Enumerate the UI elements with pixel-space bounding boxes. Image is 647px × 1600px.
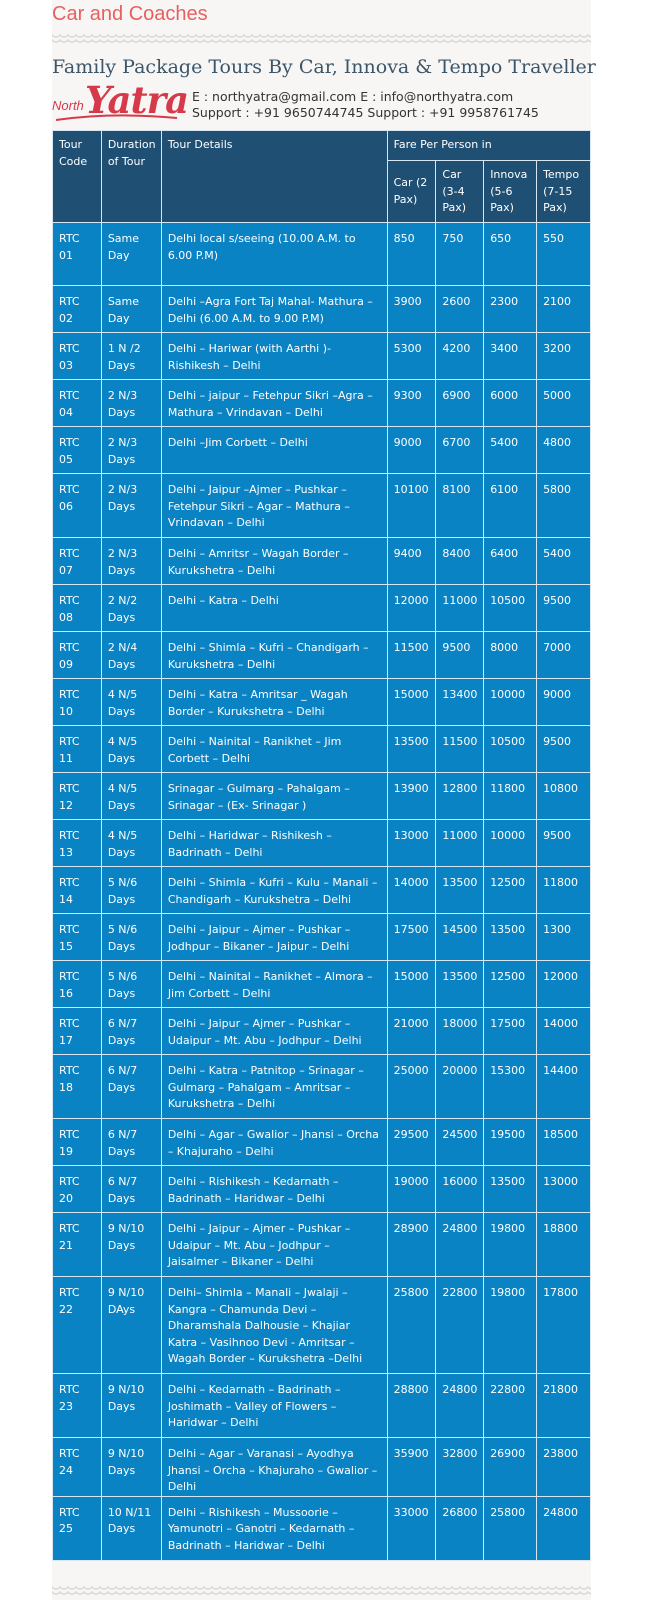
fare-car-2-pax-cell: 17500 (387, 914, 436, 961)
fare-innova-cell: 13500 (484, 1166, 537, 1213)
fare-car-3-4-pax-cell: 13500 (436, 961, 484, 1008)
tour-details-cell: Delhi– Shimla – Manali – Jwalaji – Kangra – Chamunda Devi – Dharamshala Dalhousie – Khajiar Katra – Vasihnoo Devi - Amritsar – Wagah Border – Kurukshetra –Delhi (161, 1277, 387, 1374)
duration-cell: Same Day (101, 286, 161, 333)
table-row (53, 474, 591, 538)
tour-code-cell: RTC 05 (53, 427, 102, 474)
tour-details-cell: Delhi – Katra – Delhi (161, 585, 387, 632)
table-row (53, 914, 591, 961)
tour-details-cell: Delhi – Agar – Varanasi – Ayodhya Jhansi – Orcha – Khajuraho – Gwalior – Delhi (161, 1438, 387, 1497)
table-row (53, 380, 591, 427)
fare-innova-cell: 19800 (484, 1213, 537, 1277)
tour-details-cell: Delhi – Shimla – Kufri – Chandigarh – Kurukshetra – Delhi (161, 632, 387, 679)
fare-table-body (53, 223, 591, 1561)
table-row (53, 1496, 591, 1560)
fare-innova-cell: 10500 (484, 585, 537, 632)
table-row (53, 333, 591, 380)
tour-code-cell: RTC 03 (53, 333, 102, 380)
fare-car-3-4-pax-cell: 13500 (436, 867, 484, 914)
fare-innova-cell: 17500 (484, 1008, 537, 1055)
fare-car-3-4-pax-cell: 26800 (436, 1496, 484, 1560)
wave-divider-top-second (52, 39, 591, 47)
fare-car-3-4-pax-cell: 24800 (436, 1213, 484, 1277)
fare-car-3-4-pax-cell: 6900 (436, 380, 484, 427)
fare-car-3-4-pax-cell: 2600 (436, 286, 484, 333)
fare-car-2-pax-cell: 19000 (387, 1166, 436, 1213)
tour-details-cell: Delhi – Jaipur – Ajmer – Pushkar – Jodhpur – Bikaner – Jaipur – Delhi (161, 914, 387, 961)
fare-innova-cell: 3400 (484, 333, 537, 380)
fare-innova-cell: 19800 (484, 1277, 537, 1374)
fare-tempo-cell: 5000 (537, 380, 591, 427)
fare-tempo-cell: 4800 (537, 427, 591, 474)
tour-details-cell: Delhi – Amritsr – Wagah Border – Kurukshetra – Delhi (161, 538, 387, 585)
fare-car-2-pax-cell: 14000 (387, 867, 436, 914)
tour-code-cell: RTC 19 (53, 1119, 102, 1166)
duration-cell: 2 N/2 Days (101, 585, 161, 632)
fare-car-2-pax-cell: 13000 (387, 820, 436, 867)
tour-code-cell: RTC 23 (53, 1374, 102, 1438)
fare-car-2-pax-cell: 35900 (387, 1438, 436, 1497)
fare-tempo-cell: 9500 (537, 726, 591, 773)
fare-car-3-4-pax-cell: 8400 (436, 538, 484, 585)
fare-tempo-cell: 14400 (537, 1055, 591, 1119)
northyatra-logo[interactable] (52, 78, 189, 128)
tour-code-cell: RTC 14 (53, 867, 102, 914)
tour-details-cell: Delhi – Nainital – Ranikhet – Almora – Jim Corbett – Delhi (161, 961, 387, 1008)
tour-details-cell: Delhi local s/seeing (10.00 A.M. to 6.00 P.M) (161, 223, 387, 286)
duration-cell: 6 N/7 Days (101, 1166, 161, 1213)
fare-car-3-4-pax-cell: 6700 (436, 427, 484, 474)
table-row (53, 1374, 591, 1438)
fare-innova-cell: 6000 (484, 380, 537, 427)
fare-tempo-cell: 10800 (537, 773, 591, 820)
duration-cell: 9 N/10 Days (101, 1213, 161, 1277)
header-innova: Innova (5-6 Pax) (484, 161, 537, 223)
fare-innova-cell: 8000 (484, 632, 537, 679)
fare-car-3-4-pax-cell: 20000 (436, 1055, 484, 1119)
fare-car-2-pax-cell: 29500 (387, 1119, 436, 1166)
table-row (53, 1438, 591, 1497)
fare-innova-cell: 6100 (484, 474, 537, 538)
duration-cell: 6 N/7 Days (101, 1008, 161, 1055)
fare-car-2-pax-cell: 11500 (387, 632, 436, 679)
tour-code-cell: RTC 07 (53, 538, 102, 585)
fare-car-3-4-pax-cell: 13400 (436, 679, 484, 726)
fare-car-2-pax-cell: 9400 (387, 538, 436, 585)
tour-code-cell: RTC 25 (53, 1496, 102, 1560)
tour-code-cell: RTC 12 (53, 773, 102, 820)
tour-details-cell: Delhi –Agra Fort Taj Mahal- Mathura – Delhi (6.00 A.M. to 9.00 P.M) (161, 286, 387, 333)
duration-cell: 6 N/7 Days (101, 1119, 161, 1166)
fare-tempo-cell: 17800 (537, 1277, 591, 1374)
fare-innova-cell: 650 (484, 223, 537, 286)
fare-innova-cell: 10000 (484, 820, 537, 867)
duration-cell: 5 N/6 Days (101, 867, 161, 914)
duration-cell: 2 N/3 Days (101, 474, 161, 538)
page-content (52, 0, 596, 1600)
tour-code-cell: RTC 15 (53, 914, 102, 961)
tour-details-cell: Delhi – Nainital – Ranikhet – Jim Corbett – Delhi (161, 726, 387, 773)
fare-car-2-pax-cell: 28800 (387, 1374, 436, 1438)
tour-details-cell: Delhi – Rishikesh – Kedarnath – Badrinath – Haridwar – Delhi (161, 1166, 387, 1213)
duration-cell: 4 N/5 Days (101, 726, 161, 773)
tour-code-cell: RTC 11 (53, 726, 102, 773)
fare-car-2-pax-cell: 12000 (387, 585, 436, 632)
tour-details-cell: Delhi – Haridwar – Rishikesh – Badrinath – Delhi (161, 820, 387, 867)
fare-car-2-pax-cell: 9300 (387, 380, 436, 427)
fare-tempo-cell: 7000 (537, 632, 591, 679)
fare-car-3-4-pax-cell: 750 (436, 223, 484, 286)
tour-details-cell: Delhi – Jaipur – Ajmer – Pushkar – Udaipur – Mt. Abu – Jodhpur – Delhi (161, 1008, 387, 1055)
table-row (53, 286, 591, 333)
wave-divider-bottom-second (52, 1591, 591, 1599)
fare-car-2-pax-cell: 3900 (387, 286, 436, 333)
table-row (53, 1119, 591, 1166)
tour-code-cell: RTC 04 (53, 380, 102, 427)
duration-cell: 5 N/6 Days (101, 914, 161, 961)
contact-info (192, 89, 539, 120)
fare-innova-cell: 22800 (484, 1374, 537, 1438)
fare-tempo-cell: 13000 (537, 1166, 591, 1213)
fare-car-2-pax-cell: 28900 (387, 1213, 436, 1277)
tour-code-cell: RTC 20 (53, 1166, 102, 1213)
table-row (53, 679, 591, 726)
tour-details-cell: Delhi – Hariwar (with Aarthi )- Rishikesh – Delhi (161, 333, 387, 380)
header-tour-code: Tour Code (53, 131, 102, 223)
header-car-3-4-pax: Car (3-4 Pax) (436, 161, 484, 223)
fare-innova-cell: 15300 (484, 1055, 537, 1119)
tour-code-cell: RTC 02 (53, 286, 102, 333)
duration-cell: 9 N/10 Days (101, 1374, 161, 1438)
fare-car-2-pax-cell: 10100 (387, 474, 436, 538)
fare-tempo-cell: 9000 (537, 679, 591, 726)
logo-north-text: North (52, 98, 84, 113)
fare-tempo-cell: 21800 (537, 1374, 591, 1438)
fare-car-2-pax-cell: 13500 (387, 726, 436, 773)
tour-code-cell: RTC 01 (53, 223, 102, 286)
fare-innova-cell: 2300 (484, 286, 537, 333)
fare-car-3-4-pax-cell: 11000 (436, 585, 484, 632)
duration-cell: 6 N/7 Days (101, 1055, 161, 1119)
tour-details-cell: Delhi – Rishikesh – Mussoorie – Yamunotri – Ganotri – Kedarnath – Badrinath – Haridwar – Delhi (161, 1496, 387, 1560)
fare-innova-cell: 5400 (484, 427, 537, 474)
fare-tempo-cell: 23800 (537, 1438, 591, 1497)
fare-car-2-pax-cell: 21000 (387, 1008, 436, 1055)
duration-cell: 9 N/10 Days (101, 1438, 161, 1497)
fare-tempo-cell: 18500 (537, 1119, 591, 1166)
fare-tempo-cell: 550 (537, 223, 591, 286)
duration-cell: 1 N /2 Days (101, 333, 161, 380)
fare-car-3-4-pax-cell: 14500 (436, 914, 484, 961)
duration-cell: 4 N/5 Days (101, 679, 161, 726)
tour-details-cell: Delhi – Agar – Gwalior – Jhansi – Orcha – Khajuraho – Delhi (161, 1119, 387, 1166)
fare-car-3-4-pax-cell: 9500 (436, 632, 484, 679)
fare-tempo-cell: 9500 (537, 585, 591, 632)
table-row (53, 867, 591, 914)
tour-code-cell: RTC 08 (53, 585, 102, 632)
fare-tempo-cell: 1300 (537, 914, 591, 961)
tour-details-cell: Delhi – Katra – Amritsar _ Wagah Border – Kurukshetra – Delhi (161, 679, 387, 726)
table-row (53, 1213, 591, 1277)
tour-code-cell: RTC 06 (53, 474, 102, 538)
package-title: Family Package Tours By Car, Innova & Tempo Traveller (52, 56, 596, 78)
tour-code-cell: RTC 16 (53, 961, 102, 1008)
fare-car-3-4-pax-cell: 18000 (436, 1008, 484, 1055)
fare-innova-cell: 12500 (484, 961, 537, 1008)
fare-car-3-4-pax-cell: 12800 (436, 773, 484, 820)
duration-cell: 4 N/5 Days (101, 820, 161, 867)
tour-details-cell: Delhi –Jim Corbett – Delhi (161, 427, 387, 474)
fare-innova-cell: 10500 (484, 726, 537, 773)
table-row (53, 1055, 591, 1119)
table-row (53, 773, 591, 820)
table-row (53, 726, 591, 773)
tour-code-cell: RTC 22 (53, 1277, 102, 1374)
fare-car-3-4-pax-cell: 22800 (436, 1277, 484, 1374)
fare-car-2-pax-cell: 9000 (387, 427, 436, 474)
fare-innova-cell: 19500 (484, 1119, 537, 1166)
table-row (53, 427, 591, 474)
tour-code-cell: RTC 18 (53, 1055, 102, 1119)
logo-yatra-text: Yatra (85, 78, 189, 122)
duration-cell: 10 N/11 Days (101, 1496, 161, 1560)
fare-car-2-pax-cell: 25800 (387, 1277, 436, 1374)
fare-car-3-4-pax-cell: 32800 (436, 1438, 484, 1497)
fare-car-3-4-pax-cell: 8100 (436, 474, 484, 538)
tour-code-cell: RTC 17 (53, 1008, 102, 1055)
fare-innova-cell: 10000 (484, 679, 537, 726)
logo-swoosh-icon (54, 113, 179, 123)
table-row (53, 538, 591, 585)
fare-car-3-4-pax-cell: 24500 (436, 1119, 484, 1166)
duration-cell: Same Day (101, 223, 161, 286)
fare-innova-cell: 25800 (484, 1496, 537, 1560)
duration-cell: 2 N/4 Days (101, 632, 161, 679)
fare-car-3-4-pax-cell: 24800 (436, 1374, 484, 1438)
fare-car-3-4-pax-cell: 4200 (436, 333, 484, 380)
duration-cell: 9 N/10 DAys (101, 1277, 161, 1374)
tour-details-cell: Delhi – Shimla – Kufri – Kulu – Manali – Chandigarh – Kurukshetra – Delhi (161, 867, 387, 914)
duration-cell: 4 N/5 Days (101, 773, 161, 820)
tour-details-cell: Delhi – Katra – Patnitop – Srinagar – Gulmarg – Pahalgam – Amritsar – Kurukshetra – Delhi (161, 1055, 387, 1119)
fare-tempo-cell: 18800 (537, 1213, 591, 1277)
duration-cell: 5 N/6 Days (101, 961, 161, 1008)
tour-details-cell: Delhi – Jaipur –Ajmer – Pushkar – Fetehpur Sikri – Agar – Mathura – Vrindavan – Delhi (161, 474, 387, 538)
fare-car-2-pax-cell: 13900 (387, 773, 436, 820)
contact-support-line: Support : +91 9650744745 Support : +91 9958761745 (192, 104, 539, 120)
fare-car-2-pax-cell: 850 (387, 223, 436, 286)
fare-car-3-4-pax-cell: 11500 (436, 726, 484, 773)
table-row (53, 632, 591, 679)
tour-code-cell: RTC 13 (53, 820, 102, 867)
tour-details-cell: Delhi – jaipur – Fetehpur Sikri –Agra – Mathura – Vrindavan – Delhi (161, 380, 387, 427)
fare-car-2-pax-cell: 33000 (387, 1496, 436, 1560)
section-title: Car and Coaches (52, 3, 208, 25)
table-row (53, 1166, 591, 1213)
tour-code-cell: RTC 21 (53, 1213, 102, 1277)
fare-innova-cell: 11800 (484, 773, 537, 820)
duration-cell: 2 N/3 Days (101, 427, 161, 474)
fare-tempo-cell: 12000 (537, 961, 591, 1008)
tour-details-cell: Srinagar – Gulmarg – Pahalgam – Srinagar – (Ex- Srinagar ) (161, 773, 387, 820)
fare-tempo-cell: 2100 (537, 286, 591, 333)
tour-details-cell: Delhi – Jaipur – Ajmer – Pushkar – Udaipur – Mt. Abu – Jodhpur – Jaisalmer – Bikaner – Delhi (161, 1213, 387, 1277)
fare-tempo-cell: 5400 (537, 538, 591, 585)
header-tempo: Tempo (7-15 Pax) (537, 161, 591, 223)
tour-code-cell: RTC 10 (53, 679, 102, 726)
tour-code-cell: RTC 09 (53, 632, 102, 679)
table-row (53, 1008, 591, 1055)
fare-table (52, 130, 591, 1561)
tour-code-cell: RTC 24 (53, 1438, 102, 1497)
fare-tempo-cell: 5800 (537, 474, 591, 538)
header-tour-details: Tour Details (161, 131, 387, 223)
fare-car-2-pax-cell: 15000 (387, 679, 436, 726)
table-row (53, 1277, 591, 1374)
duration-cell: 2 N/3 Days (101, 380, 161, 427)
header-duration: Duration of Tour (101, 131, 161, 223)
fare-innova-cell: 12500 (484, 867, 537, 914)
fare-car-3-4-pax-cell: 16000 (436, 1166, 484, 1213)
fare-car-2-pax-cell: 25000 (387, 1055, 436, 1119)
table-row (53, 820, 591, 867)
header-car-2-pax: Car (2 Pax) (387, 161, 436, 223)
header-fare-group: Fare Per Person in (387, 131, 590, 161)
table-row (53, 223, 591, 286)
contact-email-line: E : northyatra@gmail.com E : info@northyatra.com (192, 89, 514, 104)
table-row (53, 585, 591, 632)
fare-tempo-cell: 24800 (537, 1496, 591, 1560)
fare-car-2-pax-cell: 15000 (387, 961, 436, 1008)
fare-tempo-cell: 11800 (537, 867, 591, 914)
fare-innova-cell: 26900 (484, 1438, 537, 1497)
fare-tempo-cell: 14000 (537, 1008, 591, 1055)
fare-car-3-4-pax-cell: 11000 (436, 820, 484, 867)
fare-innova-cell: 6400 (484, 538, 537, 585)
fare-innova-cell: 13500 (484, 914, 537, 961)
fare-car-2-pax-cell: 5300 (387, 333, 436, 380)
fare-tempo-cell: 9500 (537, 820, 591, 867)
fare-tempo-cell: 3200 (537, 333, 591, 380)
tour-details-cell: Delhi – Kedarnath – Badrinath – Joshimath – Valley of Flowers – Haridwar – Delhi (161, 1374, 387, 1438)
table-row (53, 961, 591, 1008)
duration-cell: 2 N/3 Days (101, 538, 161, 585)
